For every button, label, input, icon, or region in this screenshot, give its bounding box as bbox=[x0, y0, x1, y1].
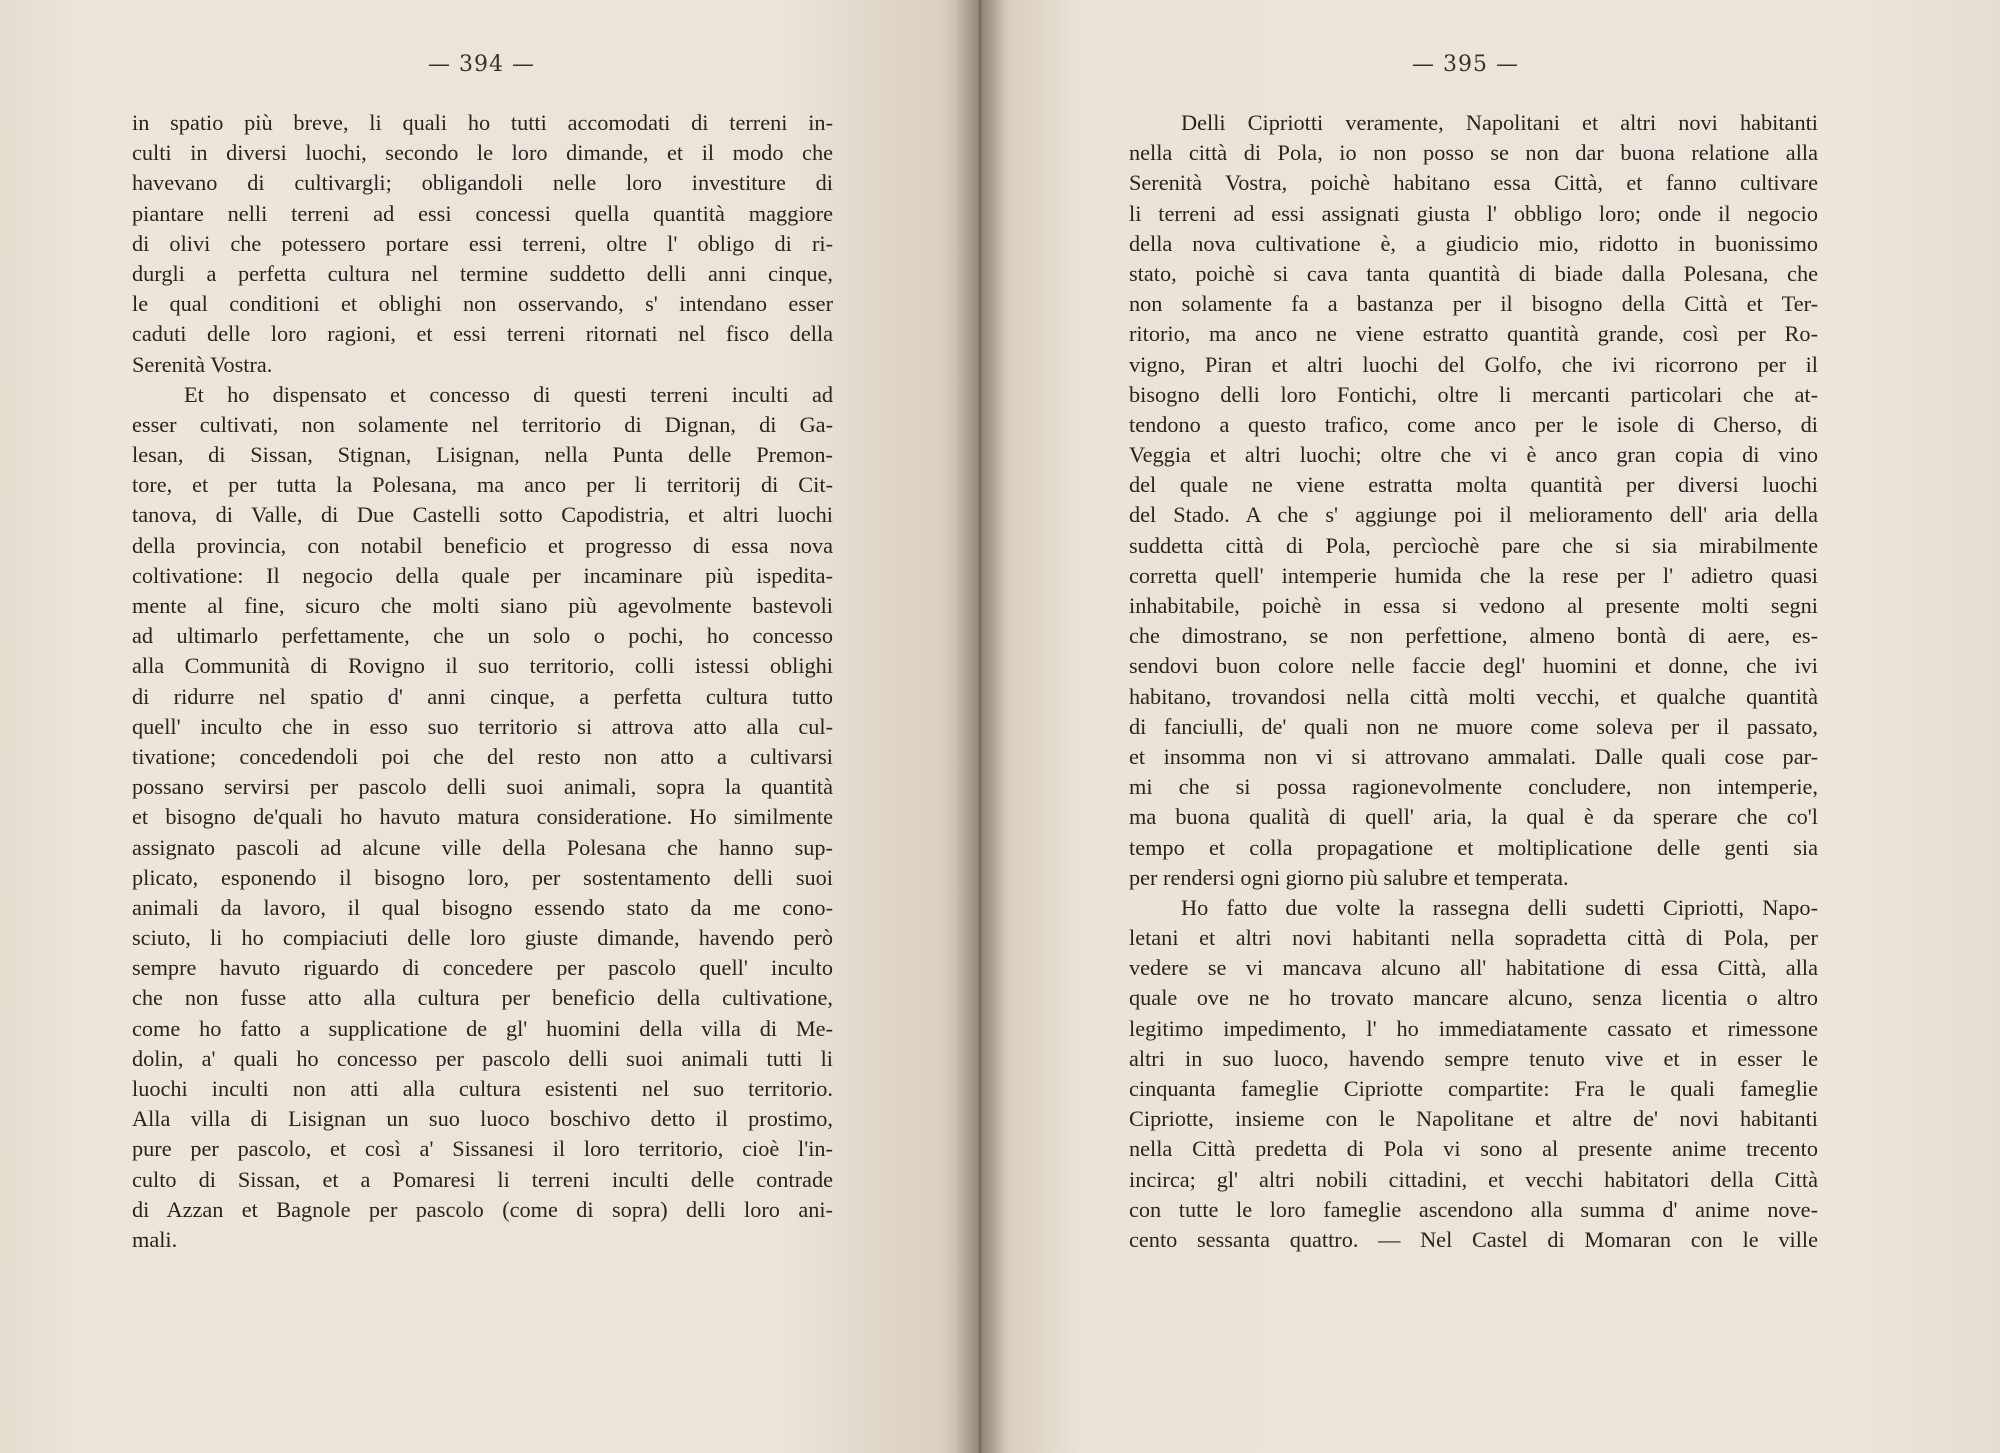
text-line: con tutte le loro fameglie ascendono alla summa d' anime nove- bbox=[1129, 1196, 1818, 1222]
text-line: esser cultivati, non solamente nel territorio di Dignan, di Ga- bbox=[132, 411, 833, 437]
text-line: letani et altri novi habitanti nella sopradetta città di Pola, per bbox=[1129, 925, 1818, 951]
text-line: culto di Sissan, et a Pomaresi li terreni inculti delle contrade bbox=[132, 1166, 833, 1192]
text-line: luochi inculti non atti alla cultura esistenti nel suo territorio. bbox=[132, 1076, 833, 1101]
text-line: Serenità Vostra. bbox=[132, 351, 273, 377]
text-line: tanova, di Valle, di Due Castelli sotto Capodistria, et altri luochi bbox=[132, 502, 833, 528]
text-line: et insomma non vi si attrovano ammalati. Dalle quali cose par- bbox=[1129, 743, 1818, 769]
text-line: tendono a questo trafico, come anco per le isole di Cherso, di bbox=[1129, 411, 1818, 437]
text-line: lesan, di Sissan, Stignan, Lisignan, nella Punta delle Premon- bbox=[132, 442, 833, 468]
text-line: cento sessanta quattro. — Nel Castel di Momaran con le ville bbox=[1129, 1226, 1818, 1252]
text-line: altri in suo luoco, havendo sempre tenuto vive et in esser le bbox=[1129, 1045, 1818, 1071]
text-line: plicato, esponendo il bisogno loro, per sostentamento delli suoi bbox=[132, 864, 833, 890]
page-number: — 395 — bbox=[1412, 52, 1519, 77]
text-line: quell' inculto che in esso suo territorio si attrova atto alla cul- bbox=[132, 713, 833, 739]
text-line: bisogno delli loro Fontichi, oltre li mercanti particolari che at- bbox=[1129, 381, 1818, 407]
text-line: vedere se vi mancava alcuno all' habitatione di essa Città, alla bbox=[1129, 955, 1818, 981]
text-line: ritorio, ma anco ne viene estratto quantità grande, così per Ro- bbox=[1129, 321, 1818, 347]
text-line: havevano di cultivargli; obligandoli nelle loro investiture di bbox=[132, 170, 833, 196]
text-line: nella Città predetta di Pola vi sono al presente anime trecento bbox=[1129, 1136, 1818, 1162]
text-line: che dimostrano, se non perfettione, almeno bontà di aere, es- bbox=[1129, 623, 1818, 649]
text-line: Serenità Vostra, poichè habitano essa Città, et fanno cultivare bbox=[1129, 170, 1818, 196]
text-line: come ho fatto a supplicatione de gl' huomini della villa di Me- bbox=[132, 1015, 833, 1041]
text-line: legitimo impedimento, l' ho immediatamente cassato et rimessone bbox=[1129, 1015, 1818, 1041]
text-line: di Azzan et Bagnole per pascolo (come di sopra) delli loro ani- bbox=[132, 1196, 833, 1222]
text-line: in spatio più breve, li quali ho tutti accomodati di terreni in- bbox=[132, 110, 833, 135]
text-line: cinquanta fameglie Cipriotte compartite: Fra le quali fameglie bbox=[1129, 1076, 1818, 1101]
text-line: Delli Cipriotti veramente, Napolitani et altri novi habitanti bbox=[1181, 110, 1818, 135]
text-line: mi che si possa ragionevolmente concludere, non intemperie, bbox=[1129, 774, 1818, 800]
text-line: mente al fine, sicuro che molti siano più agevolmente bastevoli bbox=[132, 593, 833, 618]
text-line: Alla villa di Lisignan un suo luoco boschivo detto il prostimo, bbox=[132, 1106, 833, 1132]
text-line: mali. bbox=[132, 1226, 178, 1252]
text-line: caduti delle loro ragioni, et essi terreni ritornati nel fisco della bbox=[132, 321, 833, 347]
text-line: della nova cultivatione è, a giudicio mio, ridotto in buonissimo bbox=[1129, 230, 1818, 256]
text-line: coltivatione: Il negocio della quale per incaminare più ispedita- bbox=[132, 562, 833, 588]
text-line: durgli a perfetta cultura nel termine suddetto delli anni cinque, bbox=[132, 260, 833, 286]
text-line: alla Communità di Rovigno il suo territorio, colli istessi oblighi bbox=[132, 653, 833, 679]
text-line: tore, et per tutta la Polesana, ma anco per li territorij di Cit- bbox=[132, 472, 833, 498]
text-line: della provincia, con notabil beneficio et progresso di essa nova bbox=[132, 532, 833, 558]
body-text bbox=[132, 108, 833, 1255]
text-line: piantare nelli terreni ad essi concessi quella quantità maggiore bbox=[132, 200, 833, 226]
text-line: non solamente fa a bastanza per il bisogno della Città et Ter- bbox=[1129, 291, 1818, 317]
text-line: Cipriotte, insieme con le Napolitane et altre de' novi habitanti bbox=[1129, 1106, 1818, 1132]
text-line: sendovi buon colore nelle faccie degl' huomini et donne, che ivi bbox=[1129, 653, 1818, 679]
text-line: corretta quell' intemperie humida che la rese per l' adietro quasi bbox=[1129, 562, 1818, 588]
text-line: ma buona qualità di quell' aria, la qual è da sperare che co'l bbox=[1129, 804, 1818, 830]
text-line: inhabitabile, poichè in essa si vedono al presente molti segni bbox=[1129, 593, 1818, 618]
text-line: sempre havuto riguardo di concedere per pascolo quell' inculto bbox=[132, 955, 833, 981]
text-line: suddetta città di Pola, percìochè pare che si sia mirabilmente bbox=[1129, 532, 1818, 558]
text-line: di olivi che potessero portare essi terreni, oltre l' obligo di ri- bbox=[132, 230, 833, 256]
body-text bbox=[1129, 108, 1818, 1255]
page-number: — 394 — bbox=[428, 52, 535, 77]
text-line: tempo et colla propagatione et moltiplicatione delle genti sia bbox=[1129, 834, 1818, 860]
text-line: Et ho dispensato et concesso di questi terreni inculti ad bbox=[184, 381, 833, 407]
text-line: del quale ne viene estratta molta quantità per diversi luochi bbox=[1129, 472, 1818, 498]
text-line: Veggia et altri luochi; oltre che vi è anco gran copia di vino bbox=[1129, 442, 1818, 468]
left-page bbox=[0, 0, 980, 1453]
text-line: che non fusse atto alla cultura per beneficio della cultivatione, bbox=[132, 985, 833, 1011]
text-line: assignato pascoli ad alcune ville della Polesana che hanno sup- bbox=[132, 834, 833, 860]
text-line: habitano, trovandosi nella città molti vecchi, et qualche quantità bbox=[1129, 683, 1818, 709]
text-line: animali da lavoro, il qual bisogno essendo stato da me cono- bbox=[132, 894, 833, 920]
text-line: dolin, a' quali ho concesso per pascolo delli suoi animali tutti li bbox=[132, 1045, 833, 1071]
text-line: incirca; gl' altri nobili cittadini, et vecchi habitatori della Città bbox=[1129, 1166, 1818, 1192]
text-line: di ridurre nel spatio d' anni cinque, a perfetta cultura tutto bbox=[132, 683, 833, 709]
text-line: le qual conditioni et oblighi non osservando, s' intendano esser bbox=[132, 291, 833, 317]
text-line: nella città di Pola, io non posso se non dar buona relatione alla bbox=[1129, 140, 1818, 166]
right-page bbox=[980, 0, 2000, 1453]
text-line: et bisogno de'quali ho havuto matura consideratione. Ho similmente bbox=[132, 804, 833, 830]
text-line: pure per pascolo, et così a' Sissanesi il loro territorio, cioè l'in- bbox=[132, 1136, 833, 1162]
text-line: Ho fatto due volte la rassegna delli sudetti Cipriotti, Napo- bbox=[1181, 894, 1818, 920]
text-line: vigno, Piran et altri luochi del Golfo, che ivi ricorrono per il bbox=[1129, 351, 1818, 377]
text-line: stato, poichè si cava tanta quantità di biade dalla Polesana, che bbox=[1129, 260, 1818, 286]
text-line: quale ove ne ho trovato mancare alcuno, senza licentia o altro bbox=[1129, 985, 1818, 1011]
text-line: sciuto, li ho compiaciuti delle loro giuste dimande, havendo però bbox=[132, 925, 833, 951]
text-line: li terreni ad essi assignati giusta l' obbligo loro; onde il negocio bbox=[1129, 200, 1818, 226]
text-line: di fanciulli, de' quali non ne muore come soleva per il passato, bbox=[1129, 713, 1818, 739]
text-line: per rendersi ogni giorno più salubre et temperata. bbox=[1129, 864, 1569, 890]
text-line: ad ultimarlo perfettamente, che un solo o pochi, ho concesso bbox=[132, 623, 833, 649]
text-line: tivatione; concedendoli poi che del resto non atto a cultivarsi bbox=[132, 743, 833, 769]
text-line: possano servirsi per pascolo delli suoi animali, sopra la quantità bbox=[132, 774, 833, 800]
text-line: culti in diversi luochi, secondo le loro dimande, et il modo che bbox=[132, 140, 833, 166]
text-line: del Stado. A che s' aggiunge poi il melioramento dell' aria della bbox=[1129, 502, 1818, 528]
book-gutter bbox=[955, 0, 1005, 1453]
